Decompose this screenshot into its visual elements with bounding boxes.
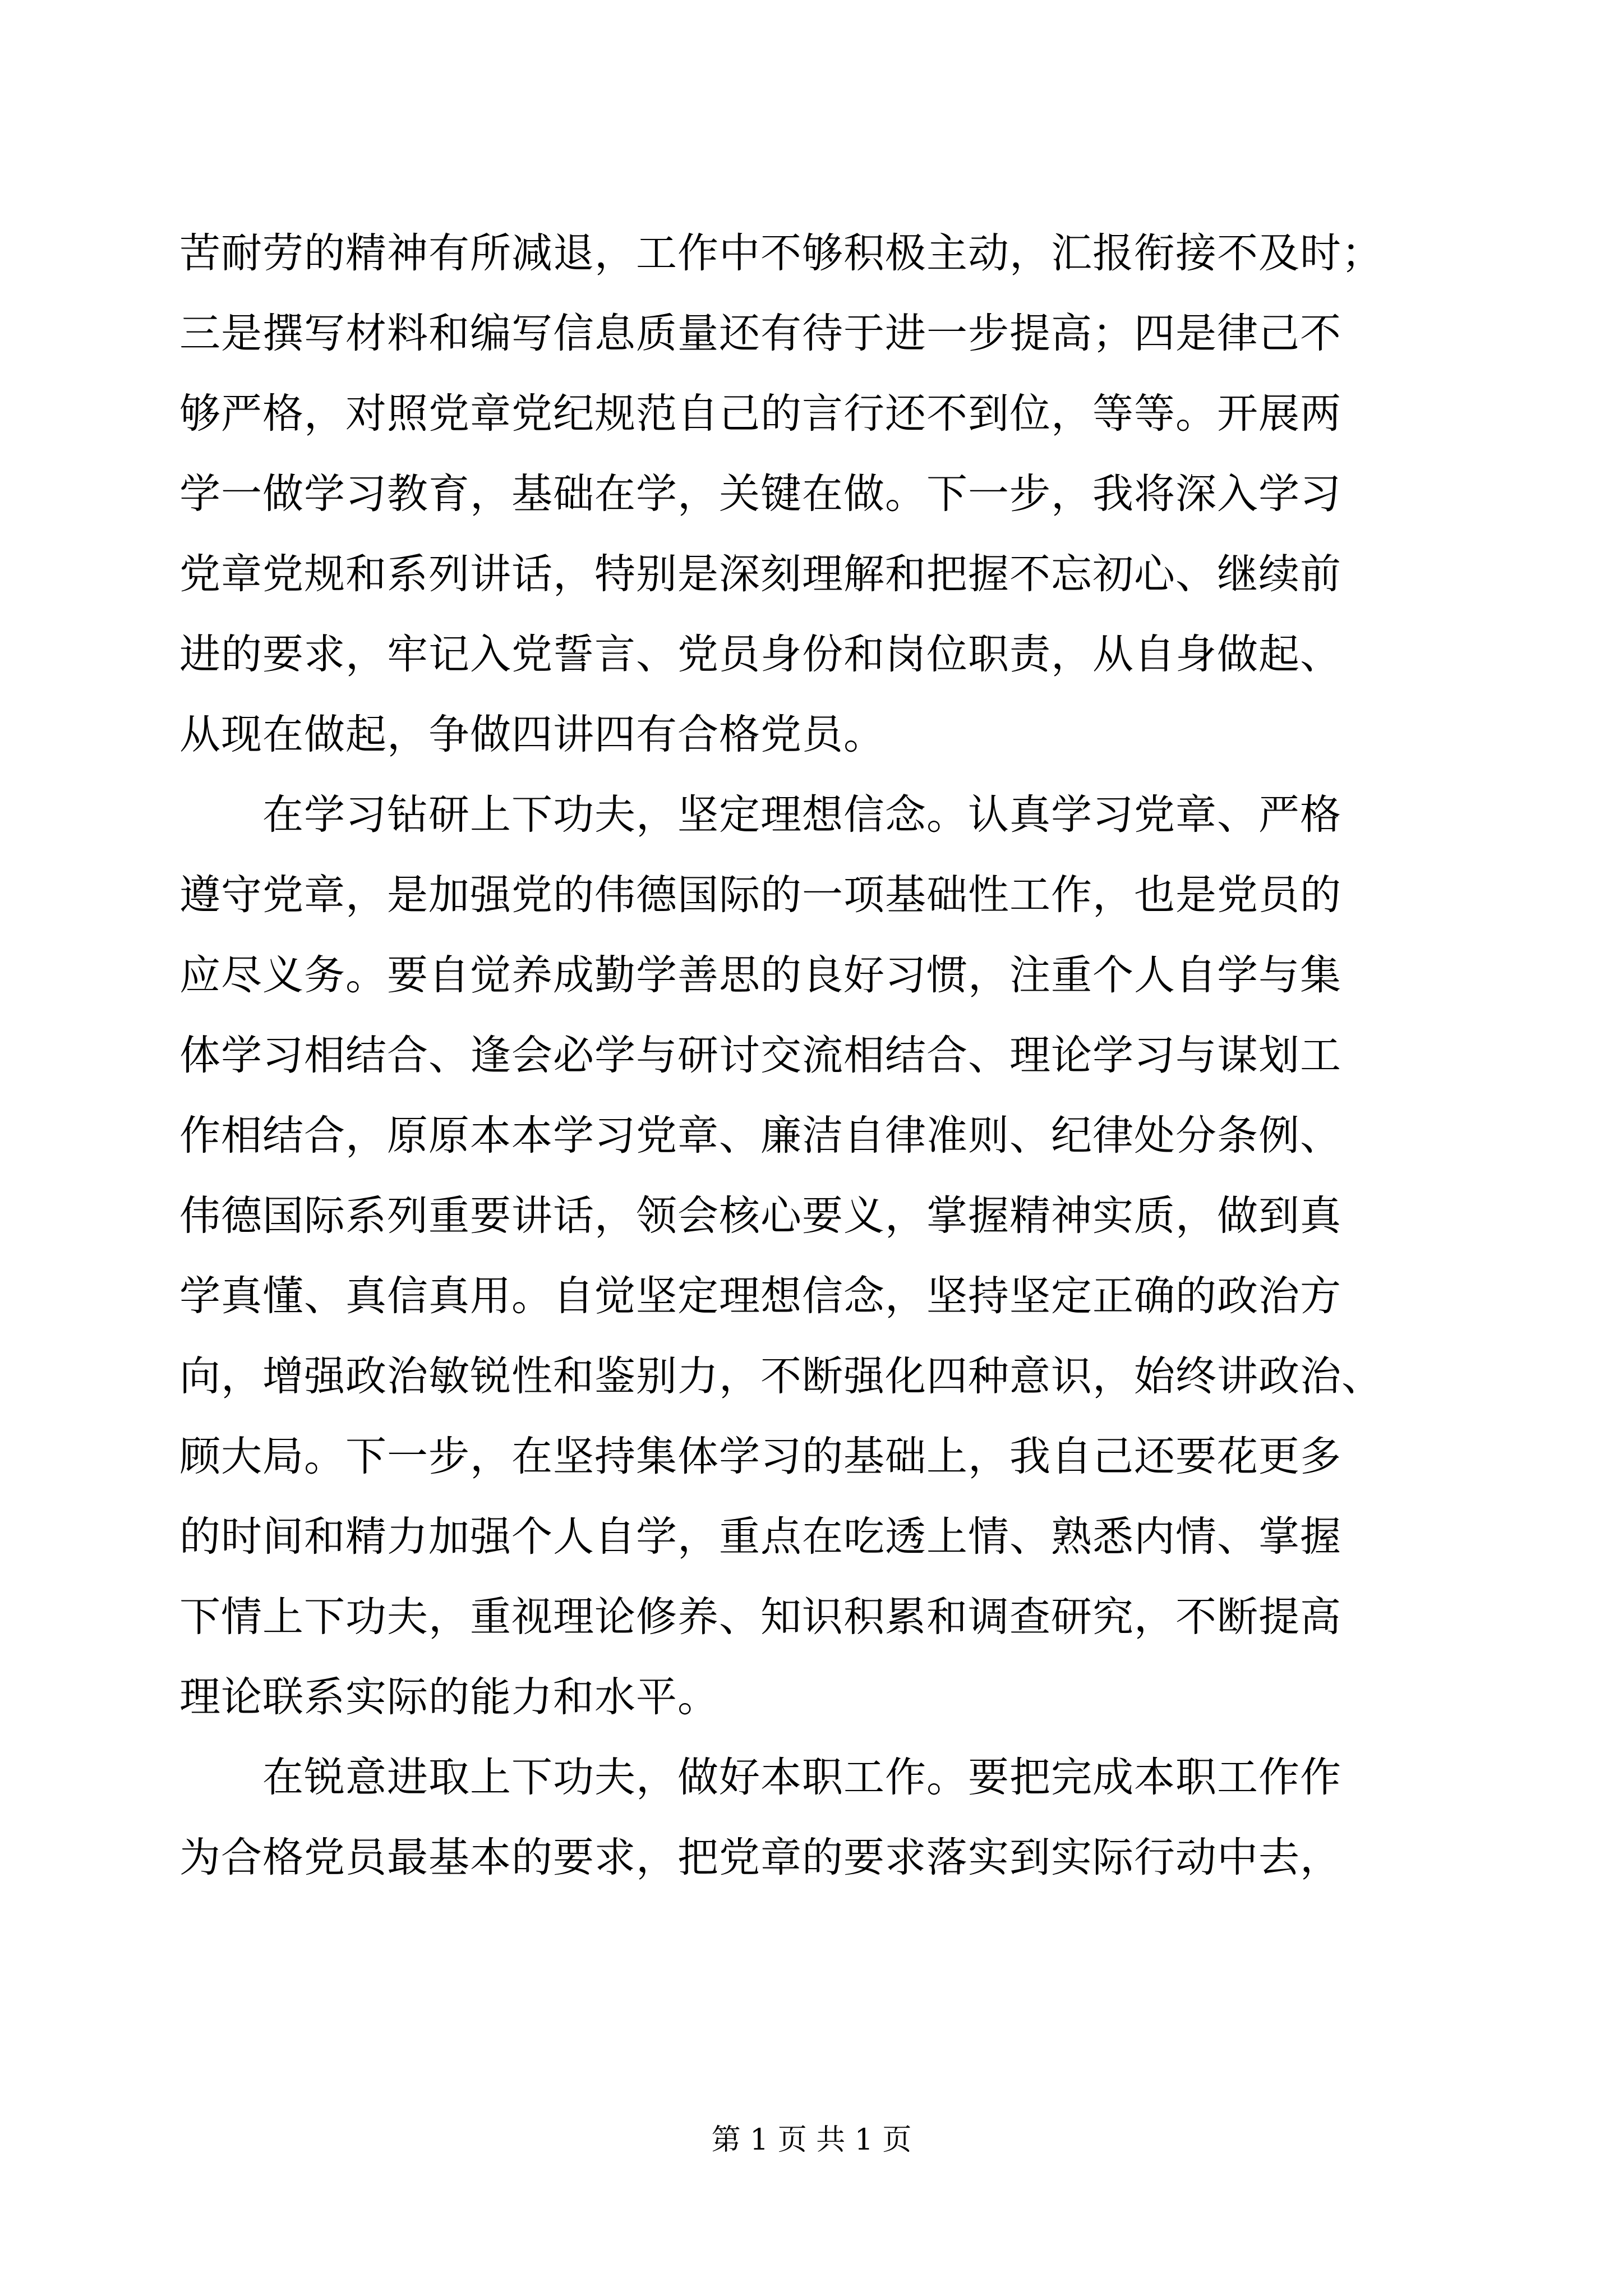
text-line: 的时间和精力加强个人自学，重点在吃透上情、熟悉内情、掌握: [179, 1513, 1341, 1561]
text-line: 体学习相结合、逢会必学与研讨交流相结合、理论学习与谋划工: [179, 1032, 1341, 1079]
text-line: 为合格党员最基本的要求，把党章的要求落实到实际行动中去，: [179, 1834, 1341, 1881]
page-number-indicator: 第 1 页 共 1 页: [711, 2123, 912, 2157]
text-line: 理论联系实际的能力和水平。: [179, 1673, 719, 1721]
text-line: 从现在做起，争做四讲四有合格党员。: [179, 711, 885, 758]
document-body: [179, 213, 1436, 1898]
text-line: 下情上下功夫，重视理论修养、知识积累和调查研究，不断提高: [179, 1593, 1341, 1641]
page-footer: [0, 2118, 1623, 2162]
text-line: 作相结合，原原本本学习党章、廉洁自律准则、纪律处分条例、: [179, 1112, 1341, 1159]
text-line: 党章党规和系列讲话，特别是深刻理解和把握不忘初心、继续前: [179, 550, 1341, 598]
text-line: 在学习钻研上下功夫，坚定理想信念。认真学习党章、严格: [179, 791, 1341, 839]
text-line: 遵守党章，是加强党的伟德国际的一项基础性工作，也是党员的: [179, 871, 1341, 919]
text-line: 向，增强政治敏锐性和鉴别力，不断强化四种意识，始终讲政治、: [179, 1352, 1383, 1400]
text-line: 够严格，对照党章党纪规范自己的言行还不到位，等等。开展两: [179, 390, 1341, 438]
text-line: 顾大局。下一步，在坚持集体学习的基础上，我自己还要花更多: [179, 1433, 1341, 1480]
text-line: 在锐意进取上下功夫，做好本职工作。要把完成本职工作作: [179, 1754, 1341, 1801]
text-line: 伟德国际系列重要讲话，领会核心要义，掌握精神实质，做到真: [179, 1192, 1341, 1240]
text-line: 学一做学习教育，基础在学，关键在做。下一步，我将深入学习: [179, 470, 1341, 518]
text-line: 苦耐劳的精神有所减退，工作中不够积极主动，汇报衔接不及时；: [179, 229, 1383, 277]
text-line: 学真懂、真信真用。自觉坚定理想信念，坚持坚定正确的政治方: [179, 1272, 1341, 1320]
text-line: 应尽义务。要自觉养成勤学善思的良好习惯，注重个人自学与集: [179, 951, 1341, 999]
text-line: 三是撰写材料和编写信息质量还有待于进一步提高；四是律己不: [179, 310, 1341, 357]
text-line: 进的要求，牢记入党誓言、党员身份和岗位职责，从自身做起、: [179, 631, 1341, 678]
